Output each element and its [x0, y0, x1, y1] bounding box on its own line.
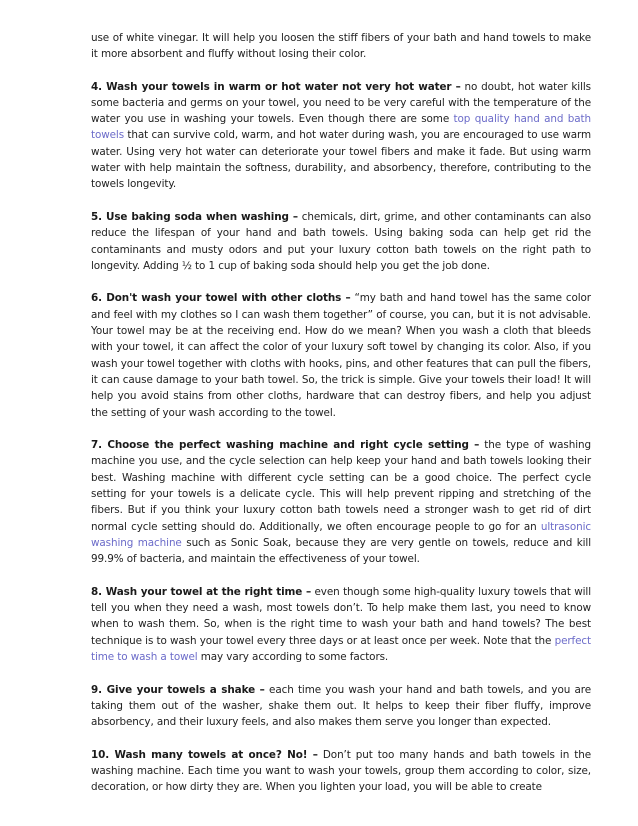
tip-5-text: chemicals, dirt, grime, and other contaminants can also reduce the lifespan of your hand and bath towels. Using baking soda can help get rid the contaminants and musty odors and put your luxury cotton bath towels on the right path to longevity. Adding ½ to 1 cup of baking soda should help you get the job done. — [91, 210, 591, 272]
tip-10-heading: 10. Wash many towels at once? No! – — [91, 748, 318, 761]
tip-8-paragraph — [91, 584, 591, 665]
tip-8-text-part1: even though some high-quality luxury towels that will tell you when they need a wash, most towels don’t. To help make them last, you need to know when to wash them. So, when is the right time to wash your bath and hand towels? The best technique is to wash your towel every three days or at least once per week. Note that the — [91, 585, 591, 647]
tip-8-text-part2: may vary according to some factors. — [197, 650, 389, 663]
tip-7-heading: 7. Choose the perfect washing machine and right cycle setting – — [91, 439, 480, 452]
intro-text: use of white vinegar. It will help you loosen the stiff fibers of your bath and hand towels to make it more absorbent and fluffy without losing their color. — [91, 32, 591, 61]
tip-7-paragraph — [91, 437, 591, 567]
tip-4-text-part2: that can survive cold, warm, and hot water during wash, you are encouraged to use warm water. Using very hot water can deteriorate your towel fibers and make it fade. But using warm water with help maintain the softness, durability, and absorbency, therefore, contributing to the towels longevity. — [91, 129, 591, 191]
tip-4-paragraph — [91, 79, 591, 193]
tip-5-heading: 5. Use baking soda when washing – — [91, 210, 299, 223]
tip-10-paragraph — [91, 747, 591, 796]
tip-7-text-part2: such as Sonic Soak, because they are very gentle on towels, reduce and kill 99.9% of bacteria, and maintain the effectiveness of your towel. — [91, 536, 591, 566]
tip-7-text-part1: the type of washing machine you use, and the cycle selection can help keep your hand and bath towels looking their best. Washing machine with different cycle setting can be a good choice. The perfect cycle setting for your towels is a delicate cycle. This will help prevent ripping and stretching of the fibers. But if you think your luxury cotton bath towels need a stronger wash to get rid of dirt normal cycle setting should do. Additionally, we often encourage people to go for an — [91, 439, 591, 533]
tip-4-text-part1: no doubt, hot water kills some bacteria and germs on your towel, you need to be very careful with the temperature of the water you use in washing your towels. Even though there are some — [91, 80, 591, 126]
ultrasonic-washing-machine-link[interactable]: ultrasonic washing machine — [91, 520, 591, 549]
tip-10-text: Don’t put too many hands and bath towels in the washing machine. Each time you want to wash your towels, group them according to color, size, decoration, or how dirty they are. When you lighten your load, you will be able to create — [91, 748, 591, 794]
tip-6-text: “my bath and hand towel has the same color and feel with my clothes so I can wash them together” of course, you can, but it is not advisable. Your towel may be at the receiving end. How do we mean? When you wash a cloth that bleeds with your towel, it can affect the color of your luxury soft towel by changing its color. Also, if you wash your towel together with cloths with hooks, pins, and other features that can pull the fibers, it can cause damage to your bath towel. So, the trick is simple. Give your towels their load! It will help you avoid stains from other cloths, hardware that can destroy fibers, and help you adjust the setting of your wash according to the towel. — [91, 292, 591, 419]
tip-6-heading: 6. Don't wash your towel with other cloths – — [91, 292, 351, 305]
tip-9-heading: 9. Give your towels a shake – — [91, 683, 265, 696]
top-quality-towels-link[interactable]: top quality hand and bath towels — [91, 113, 591, 142]
tip-5-paragraph — [91, 209, 591, 274]
intro-paragraph — [91, 30, 591, 63]
tip-6-paragraph — [91, 290, 591, 420]
tip-4-heading: 4. Wash your towels in warm or hot water not very hot water – — [91, 80, 461, 93]
tip-9-paragraph — [91, 682, 591, 731]
tip-9-text: each time you wash your hand and bath towels, and you are taking them out of the washer, shake them out. It helps to keep their fiber fluffy, improve absorbency, and their luxury feels, and also makes them serve you longer than expected. — [91, 683, 591, 729]
document-page — [91, 30, 591, 812]
perfect-time-to-wash-link[interactable]: perfect time to wash a towel — [91, 634, 591, 663]
tip-8-heading: 8. Wash your towel at the right time – — [91, 585, 312, 598]
